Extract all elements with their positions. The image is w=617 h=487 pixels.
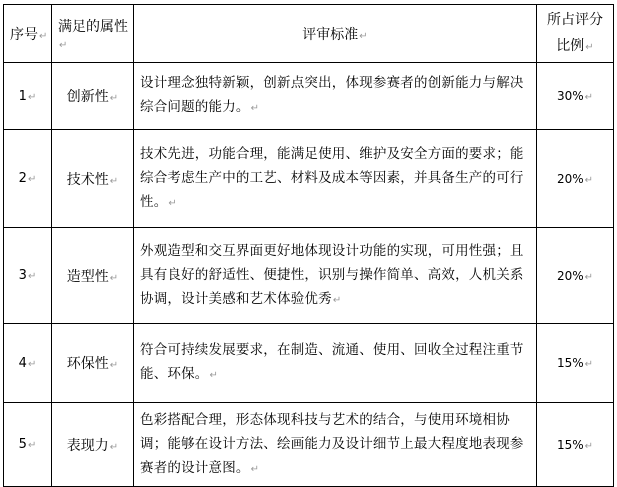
row-criteria: 符合可持续发展要求，在制造、流通、使用、回收全过程注重节能、环保。 ↵ [134, 324, 537, 403]
row-percent: 20% ↵ [537, 130, 614, 228]
table-row [4, 324, 614, 403]
header-attribute: 满足的属性 ↵ [52, 5, 134, 63]
row-attribute: 创新性 ↵ [52, 63, 134, 130]
row-num: 5 ↵ [4, 403, 52, 487]
header-percent-line2: 比例 ↵ [537, 33, 613, 61]
row-attribute: 表现力 ↵ [52, 403, 134, 487]
row-percent: 15% ↵ [537, 403, 614, 487]
table-row [4, 130, 614, 228]
table-row [4, 403, 614, 487]
header-percent-line1: 所占评分 [547, 11, 603, 28]
row-percent: 20% ↵ [537, 228, 614, 324]
row-num: 4 ↵ [4, 324, 52, 403]
header-percent [537, 5, 614, 63]
table-row [4, 63, 614, 130]
row-num: 3 ↵ [4, 228, 52, 324]
row-num: 2 ↵ [4, 130, 52, 228]
row-attribute: 技术性 ↵ [52, 130, 134, 228]
table-row [4, 228, 614, 324]
header-criteria: 评审标准 ↵ [134, 5, 537, 63]
row-criteria: 色彩搭配合理，形态体现科技与艺术的结合，与使用环境相协调；能够在设计方法、绘画能力及设计细节上最大程度地表现参赛者的设计意图。 ↵ [134, 403, 537, 487]
header-num: 序号 ↵ [4, 5, 52, 63]
row-criteria: 技术先进，功能合理，能满足使用、维护及安全方面的要求；能综合考虑生产中的工艺、材料及成本等因素，并具备生产的可行性。 ↵ [134, 130, 537, 228]
row-criteria: 设计理念独特新颖，创新点突出，体现参赛者的创新能力与解决综合问题的能力。 ↵ [134, 63, 537, 130]
row-attribute: 环保性 ↵ [52, 324, 134, 403]
row-percent: 30% ↵ [537, 63, 614, 130]
header-row [4, 5, 614, 63]
row-attribute: 造型性 ↵ [52, 228, 134, 324]
row-percent: 15% ↵ [537, 324, 614, 403]
row-num: 1 ↵ [4, 63, 52, 130]
row-criteria: 外观造型和交互界面更好地体现设计功能的实现，可用性强；且具有良好的舒适性、便捷性，识别与操作简单、高效，人机关系协调，设计美感和艺术体验优秀 ↵ [134, 228, 537, 324]
evaluation-criteria-table [3, 4, 614, 487]
